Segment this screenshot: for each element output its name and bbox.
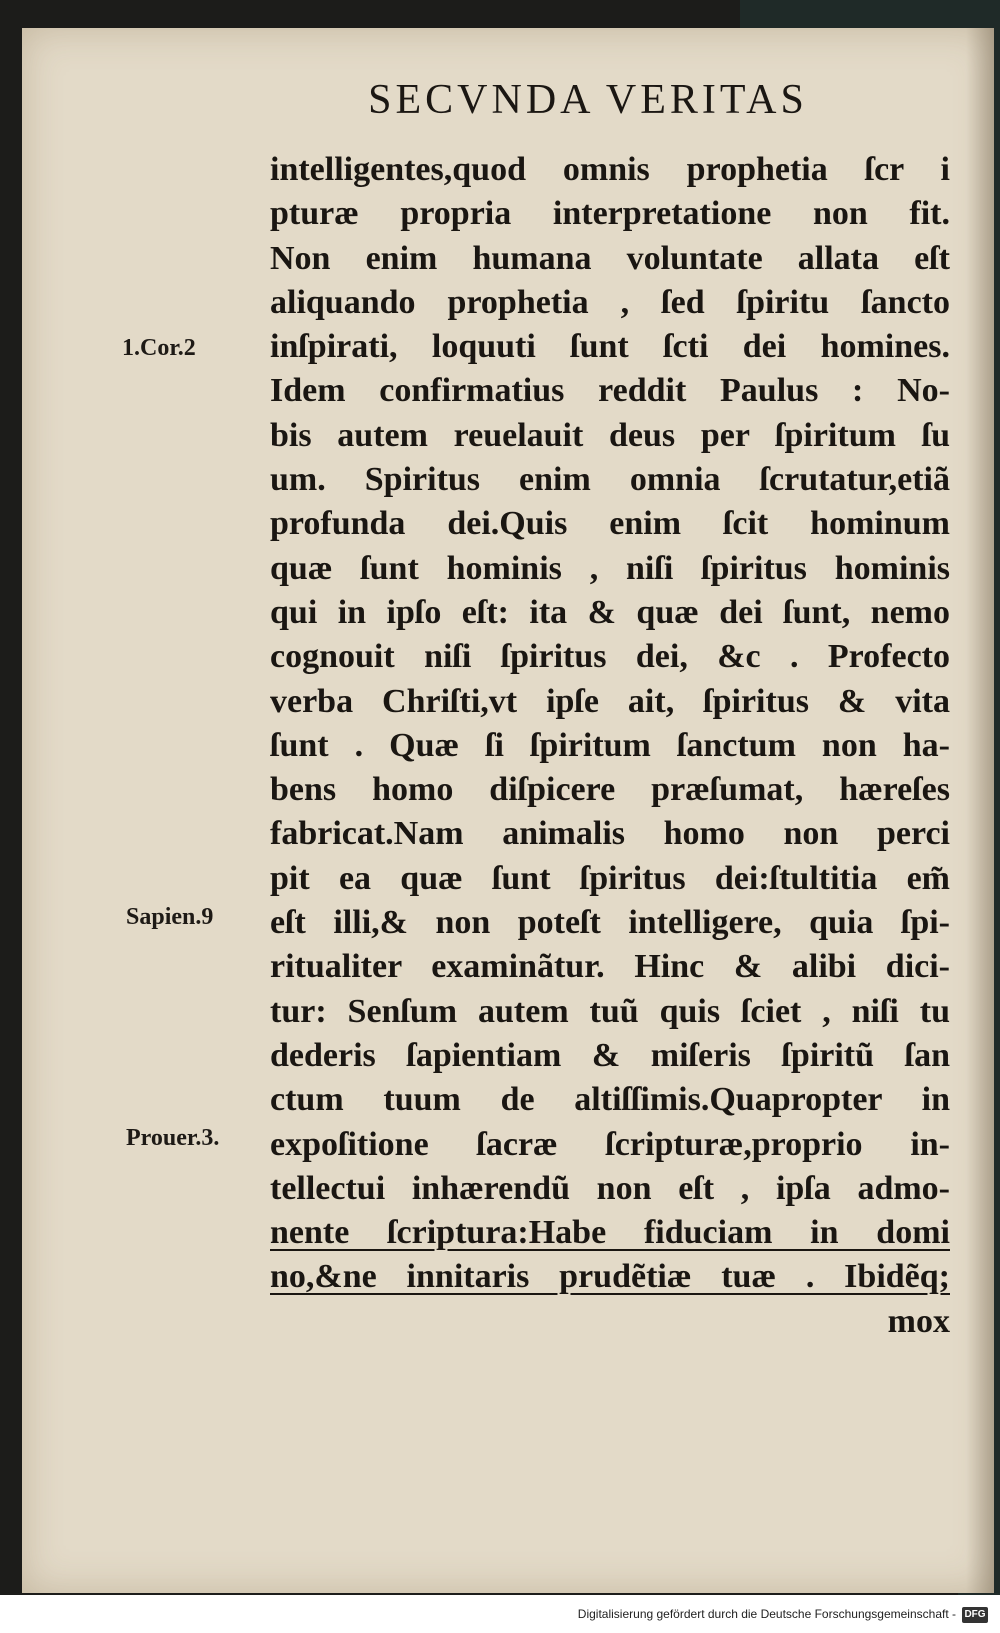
text-line: cognouit niſi ſpiritus dei, &c . Profecto [270, 638, 950, 676]
text-line: um. Spiritus enim omnia ſcrutatur,etiã [270, 461, 950, 499]
text-line: profunda dei.Quis enim ſcit hominum [270, 505, 950, 543]
text-line: quæ ſunt hominis , niſi ſpiritus hominis [270, 549, 950, 587]
text-line: dederis ſapientiam & miſeris ſpiritũ ſan [270, 1036, 950, 1074]
text-line: qui in ipſo eſt: ita & quæ dei ſunt, nemo [270, 593, 950, 631]
text-line: Non enim humana voluntate allata eſt [270, 239, 950, 277]
margin-note-sapientia: Sapien.9 [126, 904, 214, 930]
catchword: mox [887, 1302, 950, 1340]
text-line: inſpirati, loquuti ſunt ſcti dei homines. [270, 328, 950, 366]
page-gutter-shadow [966, 28, 994, 1593]
body-text-block [270, 148, 950, 1344]
text-line: pit ea quæ ſunt ſpiritus dei:ſtultitia em̃ [270, 859, 950, 897]
digitization-credit-bar [0, 1595, 1000, 1633]
text-line: bens homo diſpicere præſumat, hæreſes [270, 771, 950, 809]
running-header: SECVNDA VERITAS [368, 77, 808, 123]
text-line-underlined: no,&ne innitaris prudẽtiæ tuæ . Ibidẽq; [270, 1258, 950, 1296]
text-line-underlined: nente ſcriptura:Habe fiduciam in domi [270, 1214, 950, 1252]
text-line: ſunt . Quæ ſi ſpiritum ſanctum non ha- [270, 726, 950, 764]
text-line: verba Chriſti,vt ipſe ait, ſpiritus & vita [270, 682, 950, 720]
text-line: tur: Senſum autem tuũ quis ſciet , niſi tu [270, 992, 950, 1030]
text-line: ctum tuum de altiſſimis.Quapropter in [270, 1081, 950, 1119]
book-page [22, 28, 994, 1593]
margin-note-corinthians: 1.Cor.2 [122, 335, 196, 361]
text-line: eſt illi,& non poteſt intelligere, quia ſpi- [270, 904, 950, 942]
text-line: Idem confirmatius reddit Paulus : No- [270, 372, 950, 410]
text-line: pturæ propria interpretatione non fit. [270, 195, 950, 233]
text-line: expoſitione ſacræ ſcripturæ,proprio in- [270, 1125, 950, 1163]
text-line: aliquando prophetia , ſed ſpiritu ſancto [270, 283, 950, 321]
text-line: bis autem reuelauit deus per ſpiritum ſu [270, 416, 950, 454]
text-line: ritualiter examinãtur. Hinc & alibi dici- [270, 948, 950, 986]
margin-note-proverbs: Prouer.3. [126, 1125, 220, 1151]
text-line: intelligentes,quod omnis prophetia ſcr i [270, 151, 950, 188]
text-line: tellectui inhærendũ non eſt , ipſa admo- [270, 1169, 950, 1207]
digitization-credit-text: Digitalisierung gefördert durch die Deutsche Forschungsgemeinschaft - [577, 1607, 956, 1621]
dfg-logo[interactable]: DFG [962, 1607, 988, 1623]
text-line: fabricat.Nam animalis homo non perci [270, 815, 950, 853]
